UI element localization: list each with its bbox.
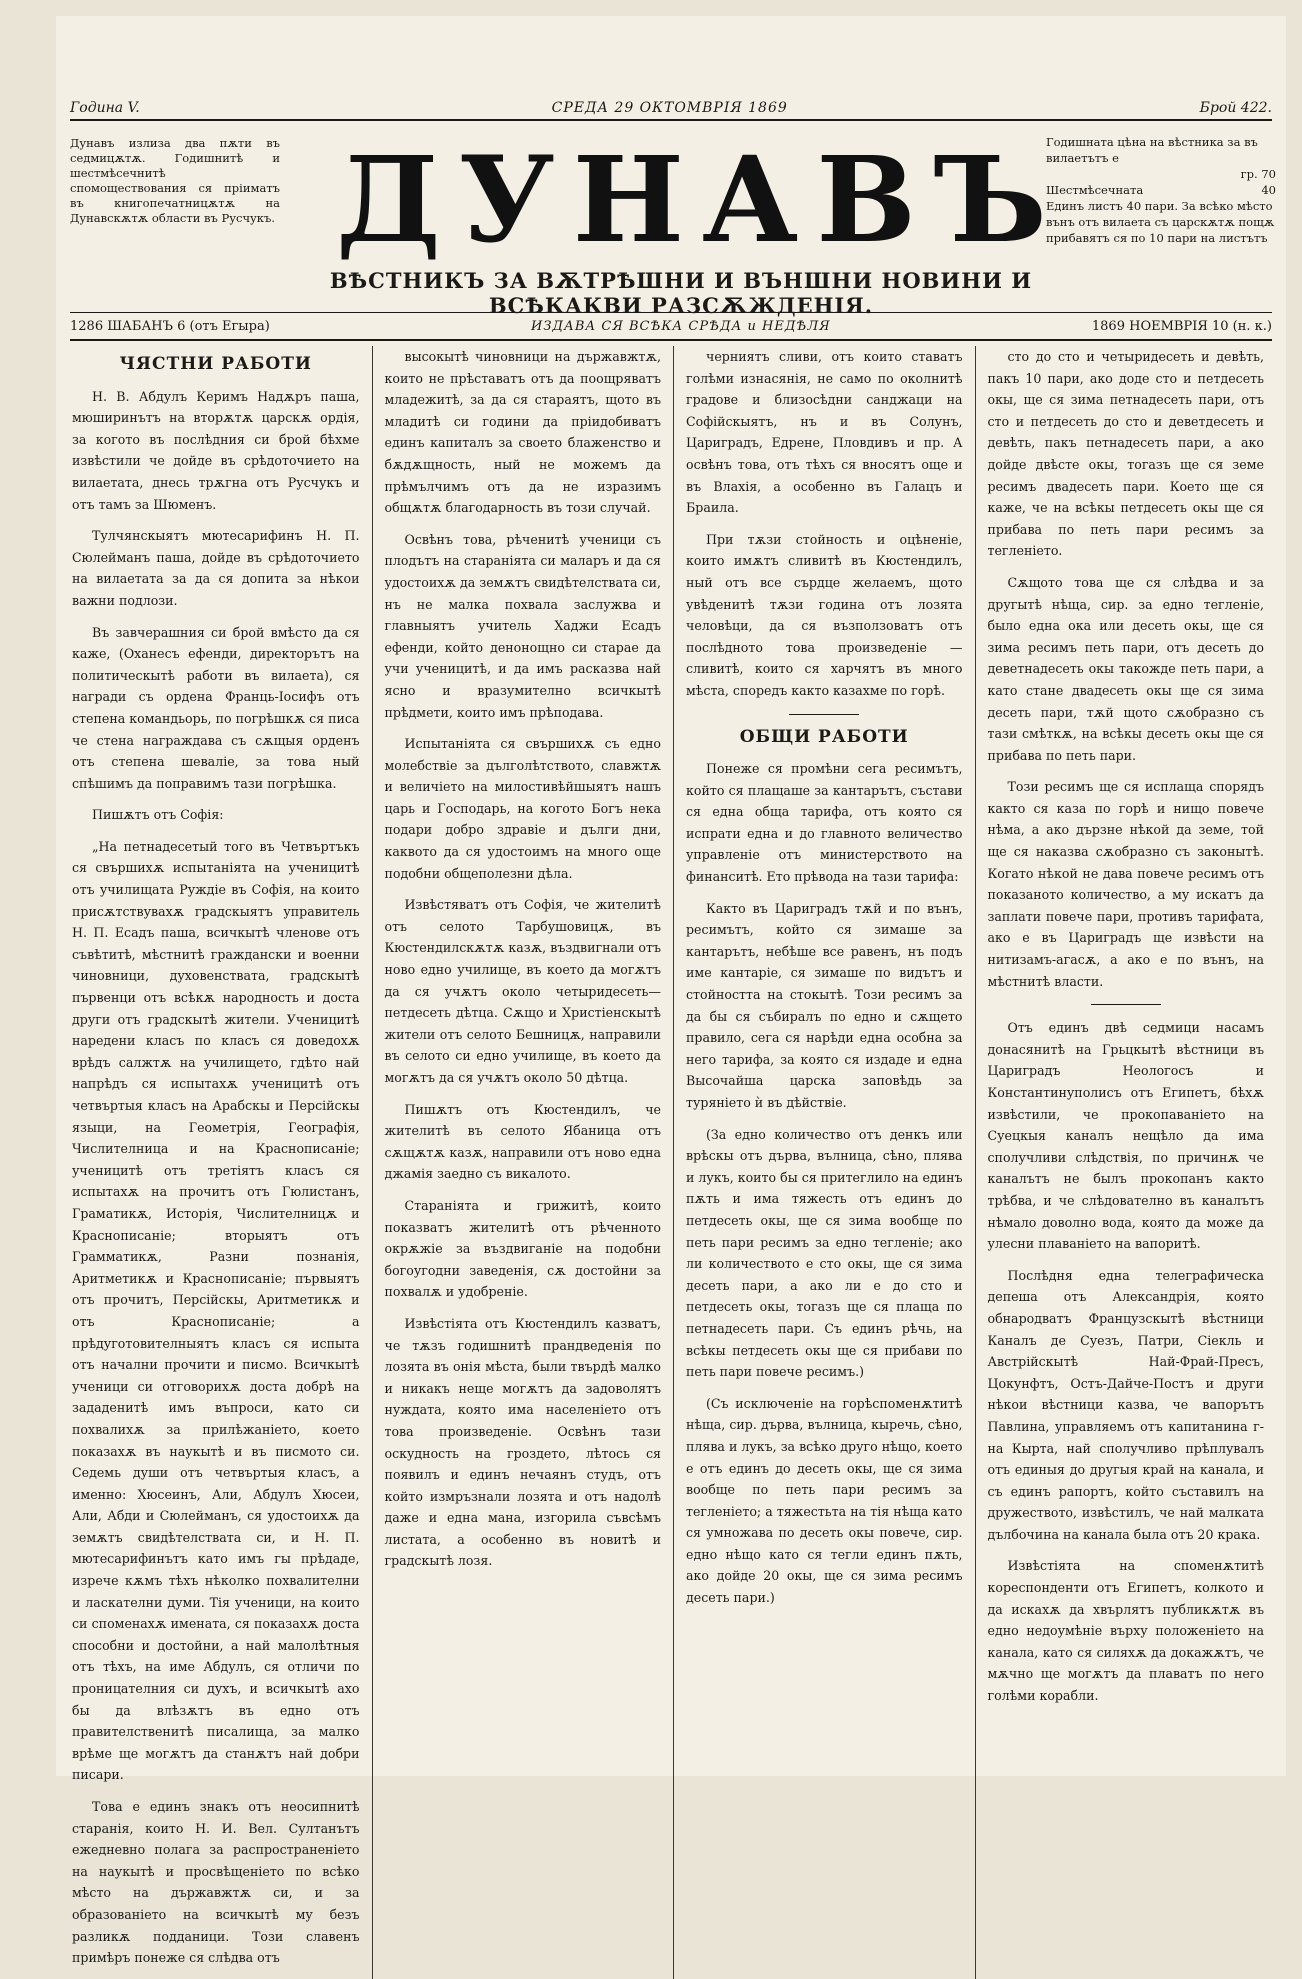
subscription-prices	[1046, 134, 1276, 246]
top-info-line	[70, 94, 1272, 121]
masthead	[336, 130, 1065, 276]
article-paragraph: Въ завчерашния си брой вмѣсто да ся каже, (Оханесъ ефенди, директорътъ на политическытѣ работи въ вилаета), ся награди съ ордена Франць-Iосифъ отъ степена командьорь, по погрѣшкѫ ся писа че стена награждава съ сѫщыя орденъ отъ степена шевалiе, за това ный спѣшимъ да поправимъ тази погрѣшка.	[72, 624, 360, 791]
newspaper-page	[56, 16, 1286, 1966]
price-row	[1046, 182, 1276, 198]
section-heading: ОБЩИ РАБОТИ	[739, 726, 909, 747]
article-paragraph: Освѣнъ това, рѣченитѣ ученици съ плодътъ на старанiята си маларъ и да ся удостоихѫ да земѫтъ свидѣтелствата си, нъ не малка похвала заслужва и главныятъ учитель Хаджи Есадъ ефенди, който денонощно си старае да учи ученицитѣ, и да имъ расказва най ясно и вразумително всичкытѣ прѣдмети, които имъ прѣподава.	[384, 531, 661, 720]
article-paragraph: Понеже ся промѣни сега ресимътъ, който ся плащаше за кантарътъ, състави ся една обща тарифа, отъ която ся испрати една и до главното величество управленiе отъ министерството на финанситѣ. Ето прѣвода на тази тарифа:	[686, 761, 963, 885]
article-paragraph: (За едно количество отъ денкъ или врѣскы отъ дърва, вълница, сѣно, плява и лукъ, които бы ся притеглило на единъ пѫть и има тяжесть отъ единъ до петдесеть окы, ще ся зима вообще по петь пари ресимъ за едно тегленiе; ако ли количеството е сто окы, ще ся зима десеть пари, а ако ли е до сто и петдесеть окы, тогазъ ще ся плаща по петнадесеть пари. Съ единъ рѣчь, на всѣкы петдесеть окы ще ся прибави по петь пари повече ресимъ.)	[686, 1126, 963, 1380]
article-paragraph: Както въ Цариградъ тѫй и по вънъ, ресимътъ, който ся зимаше за кантарътъ, небѣше все равенъ, нъ подъ име кантарiе, ся зимаше по видътъ и стойността на стокытѣ. Този ресимъ за да бы ся събиралъ по едно и сѫщето правило, сега ся нарѣди една особна за него тарифа, за която ся издаде и една Высочайша царска заповѣдь за турянiето ѝ въ дѣйствiе.	[686, 900, 963, 1110]
issue-date: СРЕДА 29 ОКТОМВРIЯ 1869	[551, 100, 788, 116]
article-paragraph: Извѣстiята отъ Кюстендилъ казватъ, че тѫзъ годишнитѣ прандведенiя по лозята въ онiя мѣста, были твърдѣ малко и никакъ неще могѫтъ да задоволятъ нуждата, която има населенiето отъ това произведенiе. Освѣнъ тази оскудность на гроздето, лѣтось ся появилъ и единъ нечаянъ студъ, отъ който измръзнали лозята и отъ надолѣ даже и една мана, изгорила съвсѣмъ листата, а особенно въ новитѣ и градскытѣ лозя.	[384, 1315, 661, 1569]
article-paragraph: „На петнадесетый того въ Четвъртъкъ ся свършихѫ испытанiята на ученицитѣ отъ училищата Руждiе въ Софiя, на които присѫтствувахѫ градскыятъ управитель Н. П. Есадъ паша, всичкытѣ членове отъ съвѣтитѣ, мѣстнитѣ граждански и военни чиновници, духовенствата, градскытѣ първенци отъ всѣкѫ народность и доста други отъ градскытѣ жители. Ученицитѣ наредени класъ по класъ ся доведохѫ врѣдъ салжтѫ на училището, гдѣто най напрѣдъ ся испытахѫ ученицитѣ отъ четвъртыя класъ на Арабскы и Персiйскы языци, на Геометрiя, Географiя, Числителница и на Краснописанiе; ученицитѣ отъ третiятъ класъ ся испытахѫ на прочитъ отъ Гюлистанъ, Граматикѫ, Исторiя, Числителницѫ и Краснописанiе; вторыятъ отъ Грамматикѫ, Разни познанiя, Аритметикѫ и Краснописанiе; първыятъ отъ прочитъ, Персiйскы, Аритметикѫ и отъ Краснописанiе; а прѣдуготовителныятъ класъ ся испыта отъ начални прочити и писмо. Всичкытѣ ученици си отговорихѫ доста добрѣ на зададенитѣ имъ въпроси, като си похвалихѫ за прилѣжанiето, което показахѫ въ наукытѣ и въ писмото си. Седемь души отъ четвъртыя класъ, а именно: Хюсеинъ, Али, Абдулъ Хюсеи, Али, Абди и Сюлейманъ, ся удостоихѫ да земѫтъ свидѣтелствата си, и Н. П. мютесарифинътъ като имъ гы прѣдаде, изрече кѫмъ тѣхъ нѣколко похвалителни и ласкателни думи. Тiя ученици, на които си споменахѫ имената, ся показахѫ доста способни и достойни, а най малолѣтныя отъ тѣхъ, на име Абдулъ, ся отличи по проницателния си духъ, и всичкытѣ ахо бы да влѣзѫтъ въ едно отъ правителственитѣ писалища, за малко врѣме ще могѫтъ да станѫтъ най добри писари.	[72, 838, 360, 1783]
article-paragraph: Извѣстяватъ отъ Софiя, че жителитѣ отъ селото Тарбушовицѫ, въ Кюстендилскѫтѫ казѫ, въздвигнали отъ ново едно училище, въ което да могѫтъ да ся учѫтъ около четыридесеть—петдесеть дѣтца. Сѫщо и Христiенскытѣ жители отъ селото Бешницѫ, направили въ селото си едно училище, въ което да могѫтъ да ся учѫтъ около 50 дѣтца.	[384, 897, 661, 1085]
article-paragraph: Това е единъ знакъ отъ неосипнитѣ старанiя, които Н. И. Вел. Султанътъ ежедневно полага за распространенiето на наукытѣ и просвѣщенiето по всѣко мѣсто на държавжтѫ си, и за образованiето на всичкытѣ му безъ разликѫ подданици. Този славенъ примѣръ понеже ся слѣдва отъ	[72, 1799, 360, 1966]
price-tail: Единъ листъ 40 пари. За всѣко мѣсто вънъ отъ вилаета съ царскѫтѫ пощѫ прибавятъ ся по 10 пари на листътъ	[1046, 199, 1275, 245]
article-paragraph: Старанiята и грижитѣ, които показватъ жителитѣ отъ рѣченното окрѫжiе за въздвиганiе на подобни богоугодни заведенiя, сѫ достойни за похвалѫ и удобренiе.	[384, 1197, 661, 1300]
price-row-value: 40	[1261, 183, 1276, 197]
section-divider	[789, 714, 859, 715]
article-columns	[70, 346, 1276, 1966]
newspaper-subtitle: ВѢСТНИКЪ ЗА ВѪТРѢШНИ И ВЪНШНИ НОВИНИ И ВСѢКАКВИ РАЗСѪЖДЕНIЯ.	[329, 268, 1033, 318]
article-paragraph: При тѫзи стойность и оцѣненiе, които имѫтъ сливитѣ въ Кюстендилъ, ный отъ все сърдце желаемъ, щото увѣденитѣ тѫзи година отъ лозята человѣци, да ся възползоватъ отъ послѣдното това произведенiе —сливитѣ, които ся харчятъ въ много мѣста, споредъ както казахме по горѣ.	[686, 531, 963, 698]
article-paragraph: Пишѫтъ отъ Кюстендилъ, че жителитѣ въ селото Ябаница отъ сѫщѫтѫ казѫ, направили отъ ново една джамiя заедно съ викалото.	[384, 1101, 661, 1182]
article-paragraph: сто до сто и четыридесеть и девѣть, пакъ 10 пари, ако доде сто и петдесеть окы, ще ся зима петнадесеть пари, отъ сто и петдесеть до сто и деветдесеть и девѣть, пакъ петнадесеть пари, а ако дойде двѣсте окы, тогазъ ще ся земе ресимъ двадесеть пари. Което ще ся каже, че на всѣкы петдесеть окы ще ся прибава по петь пари ресимъ за тегленiето.	[987, 349, 1264, 559]
issue-number: Брой 422.	[1199, 100, 1272, 116]
newspaper-title: ДУНАВЪ	[336, 130, 1065, 269]
article-paragraph: Испытанiята ся свършихѫ съ едно молебствiе за дълголѣтството, славжтѫ и величiето на милостивѣйшыятъ нашъ царь и Господарь, на когото Богъ нека подари добро здравiе и дълги дни, каквото да ся удостоимъ на много още подобни общеполезни дѣла.	[384, 736, 661, 881]
column-4	[975, 346, 1277, 1979]
dateline	[70, 312, 1272, 341]
section-heading: ЧЯСТНИ РАБОТИ	[119, 354, 312, 374]
article-paragraph: высокытѣ чиновници на държавжтѫ, които не прѣставатъ отъ да поощряватъ младежитѣ, за да ся стараятъ, щото въ младитѣ си години да прiидобиватъ единъ капиталъ за своето блаженство и бѫдѫщность, ный не можемъ да прѣмълчимъ отъ да не изразимъ общѫтѫ благодарность въ този случай.	[384, 349, 661, 516]
column-2	[372, 346, 674, 1979]
article-paragraph: (Съ исключенiе на горѣспоменѫтитѣ нѣща, сир. дърва, вълница, кыречь, сѣно, плява и лукъ, за всѣко друго нѣщо, което е отъ единъ до десеть окы, ще ся зима вообще по петь пари ресимъ за тегленiето; а тяжестьта на тiя нѣща като ся умножава по десеть окы повече, сир. едно нѣщо като ся тегли единъ пѫть, ако дойде 20 окы, ще ся зима ресимъ десеть пари.)	[686, 1395, 963, 1606]
article-paragraph: Отъ единъ двѣ седмици насамъ донасянитѣ на Грьцкытѣ вѣстници въ Цариградъ Неологосъ и Константинуполисъ отъ Египетъ, бѣхѫ извѣстили, че прокопаванiето на Суецкыя каналъ нещѣло да има сполучливи слѣдствiя, по причинѫ че каналътъ не былъ прокопанъ както трѣбва, и че слѣдователно въ каналътъ нѣмало доволно вода, която да може да улесни плаванiето на вапоритѣ.	[987, 1020, 1264, 1252]
price-row	[1046, 166, 1276, 182]
price-intro: Годишната цѣна на вѣстника за въ вилаетътъ е	[1046, 135, 1258, 165]
publication-note: Дунавъ излиза два пѫти въ седмицѫтѫ. Годишнитѣ и шестмѣсечнитѣ спомоществования ся прiиматъ въ книгопечатницѫтѫ на Дунавскѫтѫ области въ Русчукъ.	[70, 136, 280, 225]
article-paragraph: Послѣдня една телеграфическа депеша отъ Александрiя, която обнародватъ Французскытѣ вѣстници Каналъ де Суезъ, Патри, Сiекль и Австрiйскытѣ Най-Фрай-Пресъ, Цокунфтъ, Остъ-Дайче-Постъ и други нѣкои вѣстници казва, че вапорътъ Павлина, управляемъ отъ капитанина г-на Кырта, най сполучливо прѣплувалъ отъ единыя до другыя край на канала, и съ единъ рапортъ, който съставилъ на дружеството, извѣстилъ, че най малката дълбочина на канала была отъ 20 крака.	[987, 1267, 1264, 1542]
section-divider	[1091, 1004, 1161, 1005]
hijri-date: 1286 ШАБАНЪ 6 (отъ Егыра)	[70, 318, 270, 334]
article-paragraph: Н. В. Абдулъ Керимъ Надѫръ паша, мюширинътъ на вторѫтѫ царскѫ ордiя, за когото въ послѣдния си брой бѣхме извѣстили че дойде въ срѣдоточието на вилаетата, днесь трѫгна отъ Русчукъ и отъ тамъ за Шюменъ.	[72, 388, 360, 512]
price-row-label: Шестмѣсечната	[1046, 183, 1144, 197]
article-paragraph: Тулчянскыятъ мютесарифинъ Н. П. Сюлейманъ паша, дойде въ срѣдоточието на вилаетата за да ся допита за нѣкои важни подлози.	[72, 528, 360, 608]
article-paragraph: черниятъ сливи, отъ които ставатъ голѣми изнасянiя, не само по околнитѣ градове и близосѣдни санджаци на Софiйскыятъ, нъ и въ Солунъ, Цариградъ, Едрене, Пловдивъ и пр. А освѣнъ това, отъ тѣхъ ся вносятъ още и въ Влахiя, а особенно въ Галацъ и Браила.	[686, 349, 963, 516]
price-row-value: гр. 70	[1240, 167, 1276, 181]
year-label: Година V.	[70, 100, 140, 116]
column-1	[70, 346, 372, 1979]
article-paragraph: Пишѫтъ отъ Софiя:	[92, 807, 224, 823]
article-paragraph: Сѫщото това ще ся слѣдва и за другытѣ нѣща, сир. за едно тегленiе, было една ока или десеть окы, ще ся зима ресимъ петь пари, отъ десеть до деветнадесеть окы такожде петь пари, а като стане двадесеть окы ще ся зима десеть пари, тѫй щото сѫобразно съ тази смѣткѫ, на всѣкы десеть окы ще ся прибава по петь пари.	[987, 574, 1264, 763]
gregorian-date: 1869 НОЕМВРIЯ 10 (н. к.)	[1091, 318, 1272, 334]
article-paragraph: Извѣстiята на споменѫтитѣ кореспонденти отъ Египетъ, колкото и да искахѫ да хвърлятъ публикѫтѫ въ едно недоумѣнiе върху положенiето на канала, като ся силяхѫ да докажѫтъ, че мѫчно ще могѫтъ да плаватъ по него голѣми корабли.	[987, 1558, 1264, 1704]
article-paragraph: Този ресимъ ще ся исплаща спорядъ както ся каза по горѣ и нищо повече нѣма, а ако дързне нѣкой да земе, той ще ся наказва сѫобразно съ законытѣ. Когато нѣкой не дава повече ресимъ отъ показаното количество, а му искатъ да заплати повече пари, противъ тарифата, ако е въ Цариградъ ще извѣсти на нитизамъ-агасѫ, а ако е по вънъ, на мѣстнитѣ власти.	[987, 779, 1264, 989]
publication-frequency: ИЗДАВА СЯ ВСѢКА СРѢДА и НЕДѢЛЯ	[530, 318, 831, 334]
column-3	[673, 346, 975, 1979]
